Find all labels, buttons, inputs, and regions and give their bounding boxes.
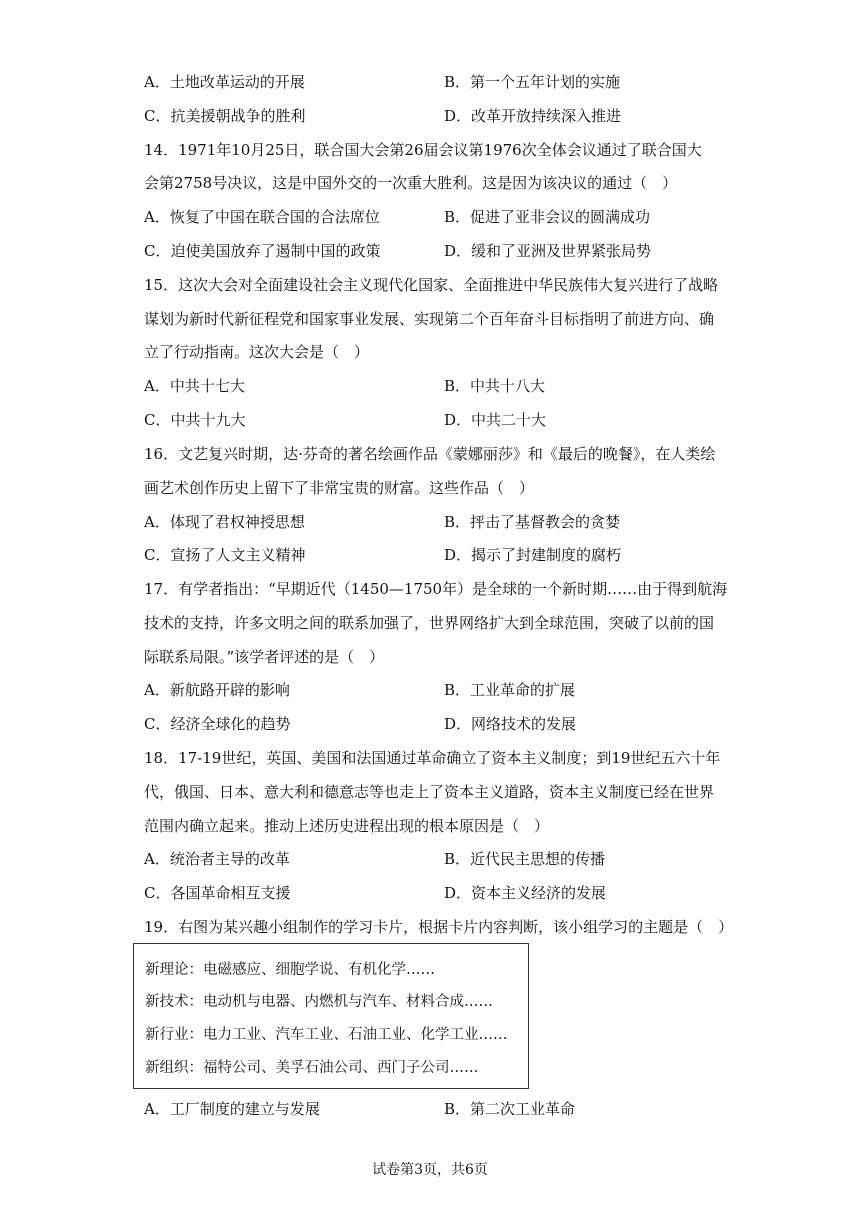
q15-stem-line-1: 15．这次大会对全面建设社会主义现代化国家、全面推进中华民族伟大复兴进行了战略: [144, 276, 719, 294]
study-card-technology: 新技术：电动机与电器、内燃机与汽车、材料合成……: [145, 994, 493, 1010]
q15-option-c: C．中共十九大: [144, 411, 246, 429]
q19-stem-line-1: 19．右图为某兴趣小组制作的学习卡片，根据卡片内容判断，该小组学习的主题是（ ）: [144, 918, 734, 936]
q13-option-d: D．改革开放持续深入推进: [444, 107, 622, 125]
q17-option-a: A．新航路开辟的影响: [144, 681, 290, 699]
q14-option-c: C．迫使美国放弃了遏制中国的政策: [144, 242, 381, 260]
q15-option-a: A．中共十七大: [144, 377, 245, 395]
q17-option-d: D．网络技术的发展: [444, 715, 577, 733]
q14-option-d: D．缓和了亚洲及世界紧张局势: [444, 242, 652, 260]
q13-option-c: C．抗美援朝战争的胜利: [144, 107, 306, 125]
q17-option-c: C．经济全球化的趋势: [144, 715, 291, 733]
q18-option-c: C．各国革命相互支援: [144, 884, 291, 902]
study-card-industry: 新行业：电力工业、汽车工业、石油工业、化学工业……: [145, 1027, 508, 1043]
q16-option-d: D．揭示了封建制度的腐朽: [444, 546, 622, 564]
q14-option-a: A．恢复了中国在联合国的合法席位: [144, 208, 380, 226]
q16-option-c: C．宣扬了人文主义精神: [144, 546, 306, 564]
q18-option-d: D．资本主义经济的发展: [444, 884, 607, 902]
q16-option-b: B．抨击了基督教会的贪婪: [444, 513, 621, 531]
q15-option-d: D．中共二十大: [444, 411, 547, 429]
q17-stem-line-2: 技术的支持，许多文明之间的联系加强了，世界网络扩大到全球范围，突破了以前的国: [144, 614, 715, 632]
q17-option-b: B．工业革命的扩展: [444, 681, 576, 699]
q18-stem-line-1: 18．17-19世纪，英国、美国和法国通过革命确立了资本主义制度；到19世纪五六十年: [144, 749, 721, 767]
q13-option-b: B．第一个五年计划的实施: [444, 73, 621, 91]
q17-stem-line-3: 际联系局限。”该学者评述的是（ ）: [144, 648, 385, 666]
q16-stem-line-2: 画艺术创作历史上留下了非常宝贵的财富。这些作品（ ）: [144, 479, 535, 497]
q18-option-b: B．近代民主思想的传播: [444, 850, 606, 868]
q19-option-a: A．工厂制度的建立与发展: [144, 1100, 320, 1118]
q15-stem-line-3: 立了行动指南。这次大会是（ ）: [144, 343, 370, 361]
study-card-organization: 新组织：福特公司、美孚石油公司、西门子公司……: [145, 1060, 479, 1076]
study-card: [133, 943, 529, 1089]
q15-stem-line-2: 谋划为新时代新征程党和国家事业发展、实现第二个百年奋斗目标指明了前进方向、确: [144, 310, 715, 328]
q14-option-b: B．促进了亚非会议的圆满成功: [444, 208, 651, 226]
q17-stem-line-1: 17．有学者指出：“早期近代（1450—1750年）是全球的一个新时期……由于得到航海: [144, 580, 728, 598]
page-footer: 试卷第3页，共6页: [372, 1162, 488, 1178]
q14-stem-line-2: 会第2758号决议，这是中国外交的一次重大胜利。这是因为该决议的通过（ ）: [144, 174, 678, 192]
q18-stem-line-3: 范围内确立起来。推动上述历史进程出现的根本原因是（ ）: [144, 817, 550, 835]
study-card-theory: 新理论：电磁感应、细胞学说、有机化学……: [145, 962, 435, 978]
q18-option-a: A．统治者主导的改革: [144, 850, 290, 868]
q14-stem-line-1: 14．1971年10月25日，联合国大会第26届会议第1976次全体会议通过了联合国大: [144, 141, 702, 159]
q19-option-b: B．第二次工业革命: [444, 1100, 576, 1118]
q13-option-a: A．土地改革运动的开展: [144, 73, 305, 91]
q15-option-b: B．中共十八大: [444, 377, 546, 395]
q16-option-a: A．体现了君权神授思想: [144, 513, 305, 531]
q16-stem-line-1: 16．文艺复兴时期，达·芬奇的著名绘画作品《蒙娜丽莎》和《最后的晚餐》，在人类绘: [144, 445, 716, 463]
q18-stem-line-2: 代，俄国、日本、意大利和德意志等也走上了资本主义道路，资本主义制度已经在世界: [144, 783, 715, 801]
